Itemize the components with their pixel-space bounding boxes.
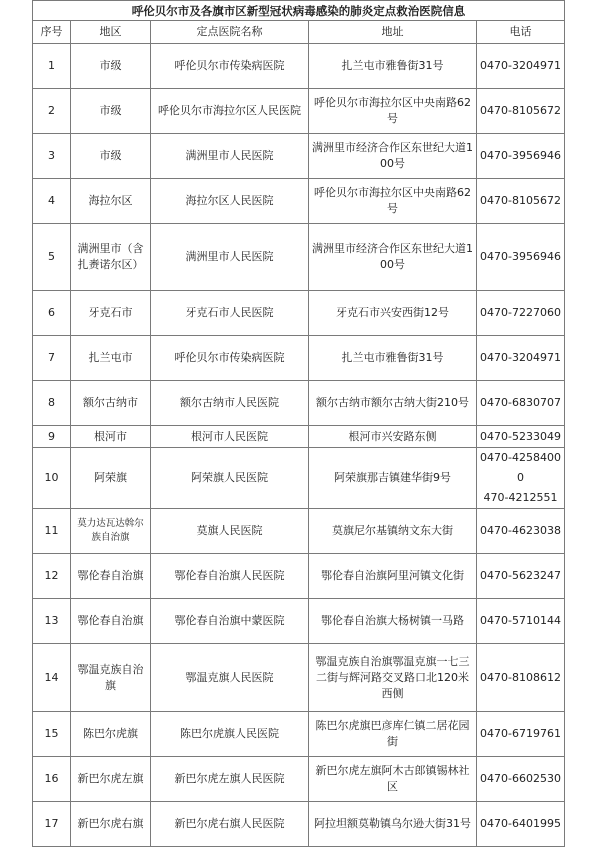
row-phone: 0470-8105672 — [477, 179, 565, 224]
row-phone-secondary: 470-4212551 — [483, 491, 558, 504]
row-region: 牙克石市 — [71, 291, 151, 336]
row-hospital: 根河市人民医院 — [151, 426, 309, 448]
row-phone: 0470-5710144 — [477, 599, 565, 644]
table-row — [33, 179, 565, 224]
row-region: 市级 — [71, 44, 151, 89]
row-number: 11 — [33, 509, 71, 554]
row-address: 满洲里市经济合作区东世纪大道100号 — [309, 224, 477, 291]
row-address: 牙克石市兴安西街12号 — [309, 291, 477, 336]
row-hospital: 海拉尔区人民医院 — [151, 179, 309, 224]
row-number: 16 — [33, 757, 71, 802]
row-address: 扎兰屯市雅鲁街31号 — [309, 336, 477, 381]
row-address: 呼伦贝尔市海拉尔区中央南路62号 — [309, 179, 477, 224]
row-number: 1 — [33, 44, 71, 89]
row-number: 12 — [33, 554, 71, 599]
row-address: 鄂温克族自治旗鄂温克旗一七三二街与辉河路交叉路口北120米西侧 — [309, 644, 477, 712]
table-row — [33, 224, 565, 291]
table-row — [33, 134, 565, 179]
row-number: 8 — [33, 381, 71, 426]
row-number: 15 — [33, 712, 71, 757]
row-number: 2 — [33, 89, 71, 134]
table-row — [33, 554, 565, 599]
table-row — [33, 291, 565, 336]
row-number: 13 — [33, 599, 71, 644]
row-hospital: 莫旗人民医院 — [151, 509, 309, 554]
row-region: 根河市 — [71, 426, 151, 448]
row-phone — [477, 448, 565, 509]
table-row — [33, 381, 565, 426]
row-number: 6 — [33, 291, 71, 336]
row-address: 新巴尔虎左旗阿木古郎镇锡林社区 — [309, 757, 477, 802]
row-address: 阿荣旗那吉镇建华街9号 — [309, 448, 477, 509]
row-address: 呼伦贝尔市海拉尔区中央南路62号 — [309, 89, 477, 134]
hospital-info-table — [32, 0, 565, 847]
row-hospital: 新巴尔虎右旗人民医院 — [151, 802, 309, 847]
table-row — [33, 448, 565, 509]
row-hospital: 新巴尔虎左旗人民医院 — [151, 757, 309, 802]
row-region: 鄂伦春自治旗 — [71, 599, 151, 644]
header-phone: 电话 — [477, 21, 565, 44]
row-hospital: 满洲里市人民医院 — [151, 134, 309, 179]
row-address: 鄂伦春自治旗大杨树镇一马路 — [309, 599, 477, 644]
row-phone: 0470-6719761 — [477, 712, 565, 757]
row-number: 3 — [33, 134, 71, 179]
row-hospital: 呼伦贝尔市传染病医院 — [151, 336, 309, 381]
table-row — [33, 509, 565, 554]
row-region: 满洲里市（含扎赉诺尔区） — [71, 224, 151, 291]
table-header-row — [33, 21, 565, 44]
row-region: 市级 — [71, 89, 151, 134]
row-region: 扎兰屯市 — [71, 336, 151, 381]
row-phone: 0470-4623038 — [477, 509, 565, 554]
row-region: 新巴尔虎右旗 — [71, 802, 151, 847]
row-address: 扎兰屯市雅鲁街31号 — [309, 44, 477, 89]
row-address: 鄂伦春自治旗阿里河镇文化街 — [309, 554, 477, 599]
row-number: 5 — [33, 224, 71, 291]
row-number: 7 — [33, 336, 71, 381]
row-hospital: 呼伦贝尔市海拉尔区人民医院 — [151, 89, 309, 134]
hospital-info-table-container — [32, 0, 564, 847]
row-hospital: 牙克石市人民医院 — [151, 291, 309, 336]
row-region: 莫力达瓦达斡尔族自治旗 — [71, 509, 151, 554]
table-row — [33, 89, 565, 134]
header-no: 序号 — [33, 21, 71, 44]
table-row — [33, 44, 565, 89]
row-phone: 0470-5623247 — [477, 554, 565, 599]
row-number: 9 — [33, 426, 71, 448]
row-region: 鄂伦春自治旗 — [71, 554, 151, 599]
table-title: 呼伦贝尔市及各旗市区新型冠状病毒感染的肺炎定点救治医院信息 — [33, 1, 565, 21]
row-hospital: 满洲里市人民医院 — [151, 224, 309, 291]
row-hospital: 鄂温克旗人民医院 — [151, 644, 309, 712]
row-hospital: 鄂伦春自治旗人民医院 — [151, 554, 309, 599]
row-address: 莫旗尼尔基镇纳文东大街 — [309, 509, 477, 554]
row-phone: 0470-6401995 — [477, 802, 565, 847]
table-row — [33, 599, 565, 644]
row-region: 陈巴尔虎旗 — [71, 712, 151, 757]
row-number: 17 — [33, 802, 71, 847]
row-region: 市级 — [71, 134, 151, 179]
table-row — [33, 426, 565, 448]
row-address: 额尔古纳市额尔古纳大街210号 — [309, 381, 477, 426]
row-phone: 0470-3204971 — [477, 336, 565, 381]
row-number: 10 — [33, 448, 71, 509]
row-number: 4 — [33, 179, 71, 224]
table-row — [33, 802, 565, 847]
row-hospital: 鄂伦春自治旗中蒙医院 — [151, 599, 309, 644]
row-hospital: 呼伦贝尔市传染病医院 — [151, 44, 309, 89]
table-row — [33, 757, 565, 802]
row-phone: 0470-3204971 — [477, 44, 565, 89]
row-phone: 0470-3956946 — [477, 224, 565, 291]
row-region: 额尔古纳市 — [71, 381, 151, 426]
header-hospital: 定点医院名称 — [151, 21, 309, 44]
table-row — [33, 336, 565, 381]
table-row — [33, 712, 565, 757]
header-region: 地区 — [71, 21, 151, 44]
row-number: 14 — [33, 644, 71, 712]
row-address: 根河市兴安路东侧 — [309, 426, 477, 448]
row-region: 新巴尔虎左旗 — [71, 757, 151, 802]
row-phone: 0470-8108612 — [477, 644, 565, 712]
row-region: 鄂温克族自治旗 — [71, 644, 151, 712]
row-phone: 0470-3956946 — [477, 134, 565, 179]
row-region: 阿荣旗 — [71, 448, 151, 509]
header-address: 地址 — [309, 21, 477, 44]
row-phone: 0470-6602530 — [477, 757, 565, 802]
row-phone: 0470-5233049 — [477, 426, 565, 448]
row-phone-primary: 0470-42584000 — [480, 451, 561, 484]
row-region: 海拉尔区 — [71, 179, 151, 224]
row-phone: 0470-6830707 — [477, 381, 565, 426]
row-phone: 0470-7227060 — [477, 291, 565, 336]
row-address: 满洲里市经济合作区东世纪大道100号 — [309, 134, 477, 179]
row-hospital: 阿荣旗人民医院 — [151, 448, 309, 509]
row-address: 陈巴尔虎旗巴彦库仁镇二居花园街 — [309, 712, 477, 757]
table-row — [33, 644, 565, 712]
row-address: 阿拉坦额莫勒镇乌尔逊大街31号 — [309, 802, 477, 847]
row-hospital: 额尔古纳市人民医院 — [151, 381, 309, 426]
row-phone: 0470-8105672 — [477, 89, 565, 134]
row-hospital: 陈巴尔虎旗人民医院 — [151, 712, 309, 757]
